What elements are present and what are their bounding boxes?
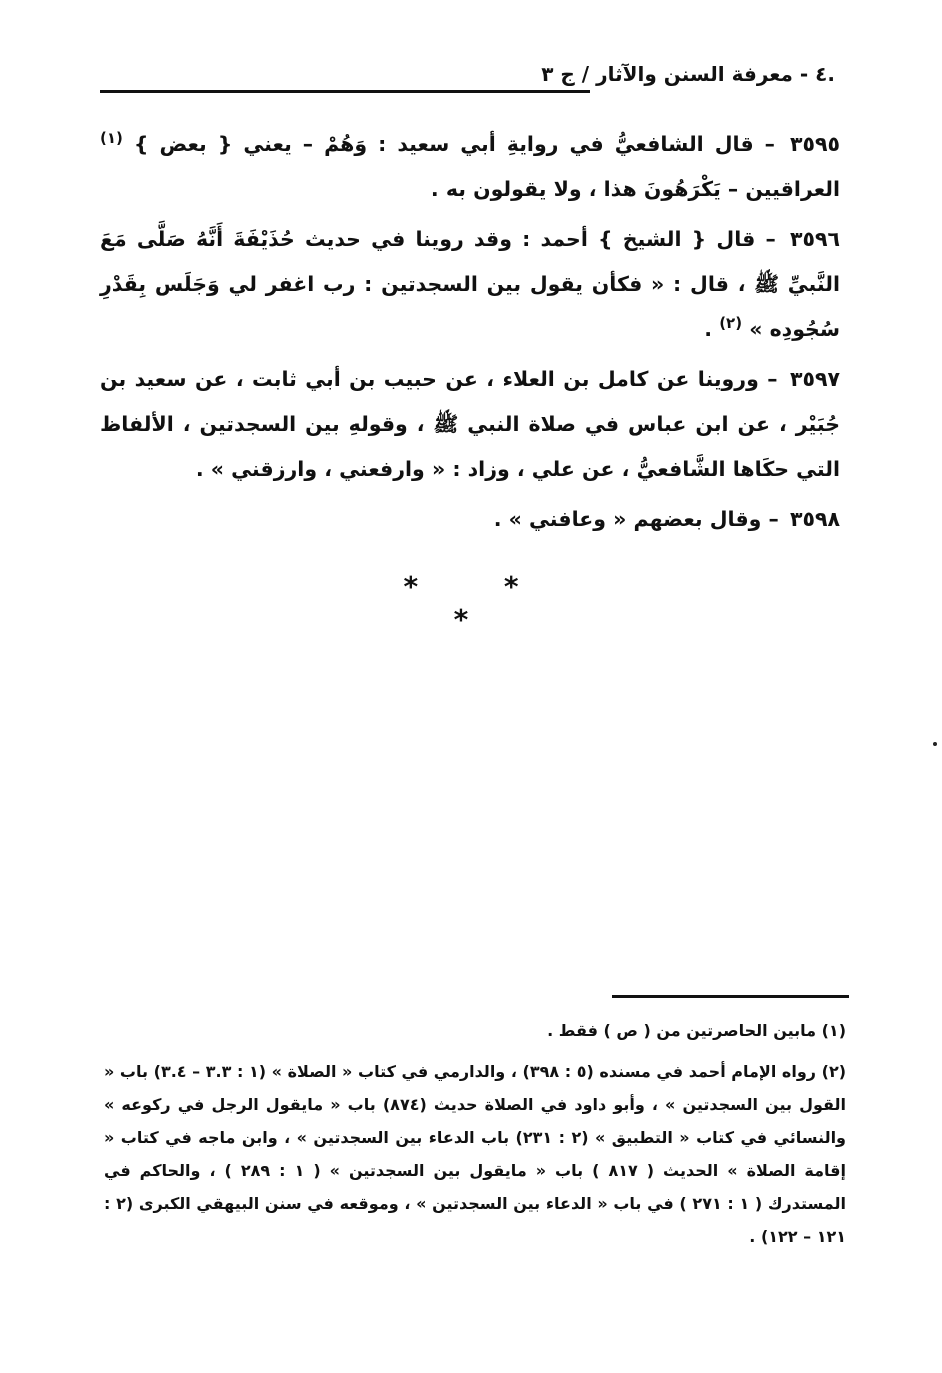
paragraph-text: – قال { الشيخ } أحمد : وقد روينا في حديث حُذَيْفَةَ أَنَّهُ صَلَّى مَعَ النَّبيِّ ﷺ ، قال : « فكأن يقول بين السجدتين : رب اغفر لي وَجَلَس بِقَدْرِ سُجُودِه » <box>100 227 840 341</box>
header-rule <box>100 90 590 93</box>
paragraph-text: – وروينا عن كامل بن العلاء ، عن حبيب بن أبي ثابت ، عن سعيد بن جُبَيْر ، عن ابن عباس في صلاة النبي ﷺ ، وقولهِ بين السجدتين ، الألفاظ التي حكَاها الشَّافعيُّ ، عن علي ، وزاد : « وارفعني ، وارزقني » . <box>100 367 840 481</box>
paragraph-number: ٣٥٩٧ <box>789 367 840 391</box>
main-text <box>100 122 840 547</box>
footnote-1: (١) مابين الحاصرتين من ( ص ) فقط . <box>547 1021 846 1040</box>
footnote-marker: (١) <box>100 129 123 148</box>
paragraph-3598 <box>100 497 840 542</box>
paragraph-text: – وقال بعضهم « وعافني » . <box>493 507 779 531</box>
paragraph-text-continued: . <box>704 317 713 341</box>
scan-speck <box>933 742 937 746</box>
paragraph-number: ٣٥٩٨ <box>789 507 840 531</box>
section-separator-stars: * * * <box>403 570 557 636</box>
paragraph-number: ٣٥٩٦ <box>789 227 840 251</box>
paragraph-text-continued: العراقيين – يَكْرَهُونَ هذا ، ولا يقولون به . <box>430 177 840 201</box>
paragraph-3597 <box>100 357 840 492</box>
paragraph-number: ٣٥٩٥ <box>789 132 841 156</box>
paragraph-text: – قال الشافعيُّ في روايةِ أبي سعيد : وَهُمْ – يعني { بعض } <box>133 132 775 156</box>
page-header <box>100 62 835 96</box>
paragraph-3595 <box>100 122 840 212</box>
footnote-rule <box>612 995 849 998</box>
footnote-2: (٢) رواه الإمام أحمد في مسنده (٥ : ٣٩٨) ، والدارمي في كتاب « الصلاة » (١ : ٣.٣ – ٣.٤) باب « القول بين السجدتين » ، وأبو داود في الصلاة حديث (٨٧٤) باب « مايقول الرجل في ركوعه » والنسائي في كتاب « التطبيق » (٢ : ٢٣١) باب الدعاء بين السجدتين » ، وابن ماجه في كتاب « إقامة الصلاة » الحديث ( ٨١٧ ) باب « مايقول بين السجدتين » ( ١ : ٢٨٩ ) ، والحاكم في المستدرك ( ١ : ٢٧١ ) في باب « الدعاء بين السجدتين » ، وموقعه في سنن البيهقي الكبرى (٢ : ١٢١ – ١٢٢) . <box>104 1062 847 1246</box>
footnotes <box>104 1014 846 1261</box>
running-title: .٤ - معرفة السنن والآثار / ج ٣ <box>541 62 835 86</box>
paragraph-3596 <box>100 217 840 352</box>
footnote-marker: (٢) <box>719 314 743 333</box>
